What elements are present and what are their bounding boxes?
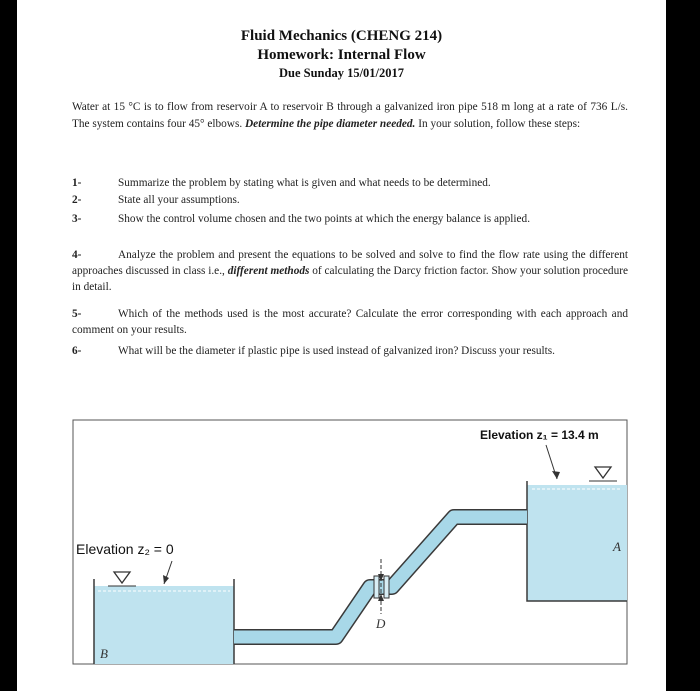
reservoir-pipe-diagram [72, 419, 628, 665]
step-4-emphasis: different methods [227, 265, 310, 277]
reservoir-a-water [527, 485, 627, 601]
problem-emphasis: Determine the pipe diameter needed. [245, 118, 416, 130]
pipe-flange-right [384, 576, 389, 598]
step-text: Which of the methods used is the most accurate? Calculate the error corresponding with each approach and comment on your results. [72, 308, 628, 336]
step-4 [72, 247, 628, 295]
step-3 [72, 211, 628, 227]
step-number: 1- [72, 177, 82, 189]
reservoir-a-label: A [613, 539, 621, 554]
problem-text-1: Water at 15 °C is to flow from reservoir A to reservoir B through a galvanized iron pipe 518 m long at a rate of 736 L/s. The system contains four 45° elbows. [72, 101, 628, 130]
step-text: What will be the diameter if plastic pipe is used instead of galvanized iron? Discuss your results. [118, 345, 556, 357]
reservoir-b-label: B [100, 646, 108, 661]
step-number: 5- [72, 308, 82, 320]
elevation-1-label: Elevation z₁ = 13.4 m [480, 428, 599, 442]
problem-statement [72, 99, 628, 133]
step-2 [72, 192, 628, 208]
homework-page [17, 0, 666, 691]
step-1 [72, 175, 628, 191]
due-date: Due Sunday 15/01/2017 [278, 66, 405, 80]
step-6 [72, 343, 628, 359]
step-text: State all your assumptions. [118, 194, 240, 206]
step-5 [72, 306, 628, 338]
elevation-2-label: Elevation z₂ = 0 [76, 541, 174, 557]
step-number: 6- [72, 345, 82, 357]
step-number: 3- [72, 213, 82, 225]
step-text: Summarize the problem by stating what is given and what needs to be determined. [118, 177, 491, 189]
step-number: 4- [72, 249, 82, 261]
step-4-text-b: of calculating the Darcy friction factor. Show your solution procedure in detail. [72, 265, 628, 293]
reservoir-b-water [94, 586, 234, 664]
problem-text-2: In your solution, follow these steps: [418, 118, 581, 130]
step-text [72, 247, 628, 295]
diameter-label: D [376, 616, 386, 631]
pipe-flange-left [374, 576, 379, 598]
step-number: 2- [72, 194, 82, 206]
course-title: Fluid Mechanics (CHENG 214) [240, 28, 443, 44]
step-text: Show the control volume chosen and the two points at which the energy balance is applied. [118, 213, 531, 225]
step-4-text-a: Analyze the problem and present the equations to be solved and solve to find the flow rate using the different approaches discussed in class i.e., [72, 249, 628, 277]
assignment-title: Homework: Internal Flow [257, 47, 426, 63]
